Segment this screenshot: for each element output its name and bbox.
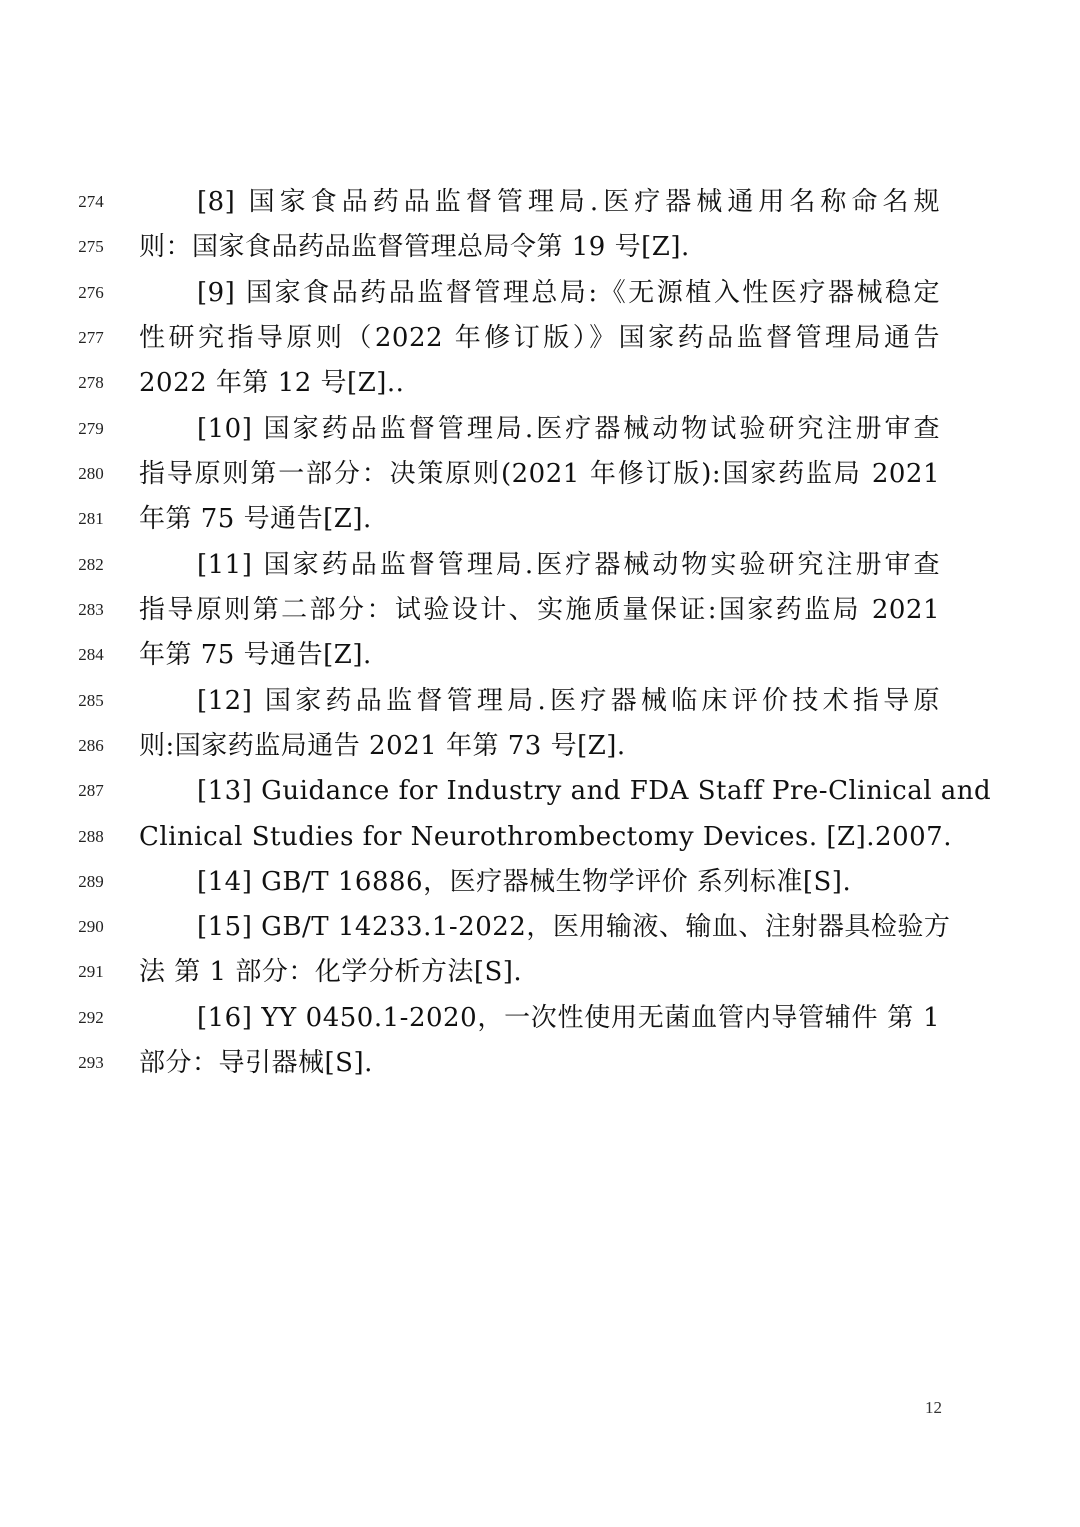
reference-text: 年第 75 号通告[Z]. [139, 504, 372, 534]
text-line [0, 271, 1080, 316]
reference-text: 则:国家药监局通告 2021 年第 73 号[Z]. [139, 731, 626, 761]
text-line [0, 1041, 1080, 1086]
line-number: 289 [78, 872, 104, 891]
reference-text: [12] 国家药品监督管理局.医疗器械临床评价技术指导原 [197, 686, 940, 716]
reference-text: [9] 国家食品药品监督管理总局:《无源植入性医疗器械稳定 [197, 278, 940, 308]
reference-text: Clinical Studies for Neurothrombectomy Devices. [Z].2007. [139, 822, 952, 852]
line-number: 293 [78, 1053, 104, 1072]
text-line [0, 180, 1080, 225]
reference-text: 性研究指导原则（2022 年修订版）》国家药品监督管理局通告 [139, 323, 940, 353]
line-number: 290 [78, 917, 104, 936]
reference-text: [15] GB/T 14233.1-2022，医用输液、输血、注射器具检验方 [197, 912, 951, 942]
text-line [0, 815, 1080, 860]
reference-text: 年第 75 号通告[Z]. [139, 640, 372, 670]
reference-text: [8] 国家食品药品监督管理局.医疗器械通用名称命名规 [197, 187, 940, 217]
line-number: 279 [78, 419, 104, 438]
line-number: 274 [78, 192, 104, 211]
line-number: 291 [78, 962, 104, 981]
text-line [0, 996, 1080, 1041]
line-number: 283 [78, 600, 104, 619]
line-number: 285 [78, 691, 104, 710]
text-line [0, 950, 1080, 995]
line-number: 292 [78, 1008, 104, 1027]
reference-text: [10] 国家药品监督管理局.医疗器械动物试验研究注册审查 [197, 414, 940, 444]
text-line [0, 452, 1080, 497]
text-line [0, 860, 1080, 905]
reference-text: 指导原则第二部分：试验设计、实施质量保证:国家药监局 2021 [139, 595, 940, 625]
text-line [0, 905, 1080, 950]
text-line [0, 543, 1080, 588]
line-number: 275 [78, 237, 104, 256]
page-number: 12 [925, 1398, 942, 1417]
line-number: 288 [78, 827, 104, 846]
reference-text: 2022 年第 12 号[Z].. [139, 368, 405, 398]
text-line [0, 225, 1080, 270]
text-line [0, 679, 1080, 724]
line-number: 280 [78, 464, 104, 483]
line-number: 287 [78, 781, 104, 800]
line-number: 276 [78, 283, 104, 302]
text-line [0, 361, 1080, 406]
line-number: 282 [78, 555, 104, 574]
reference-text: [11] 国家药品监督管理局.医疗器械动物实验研究注册审查 [197, 550, 940, 580]
reference-text: 部分：导引器械[S]. [139, 1048, 373, 1078]
text-line [0, 407, 1080, 452]
reference-text: [16] YY 0450.1-2020，一次性使用无菌血管内导管辅件 第 1 [197, 1003, 940, 1033]
line-number: 277 [78, 328, 104, 347]
text-line [0, 316, 1080, 361]
reference-text: [14] GB/T 16886，医疗器械生物学评价 系列标准[S]. [197, 867, 852, 897]
line-number: 278 [78, 373, 104, 392]
text-line [0, 724, 1080, 769]
line-number: 284 [78, 645, 104, 664]
reference-text: [13] Guidance for Industry and FDA Staff Pre-Clinical and [197, 776, 992, 806]
text-line [0, 633, 1080, 678]
line-number: 286 [78, 736, 104, 755]
text-line [0, 769, 1080, 814]
text-line [0, 497, 1080, 542]
reference-text: 指导原则第一部分：决策原则(2021 年修订版):国家药监局 2021 [139, 459, 940, 489]
line-number: 281 [78, 509, 104, 528]
reference-text: 则：国家食品药品监督管理总局令第 19 号[Z]. [139, 232, 690, 262]
text-line [0, 588, 1080, 633]
reference-text: 法 第 1 部分：化学分析方法[S]. [139, 957, 523, 987]
